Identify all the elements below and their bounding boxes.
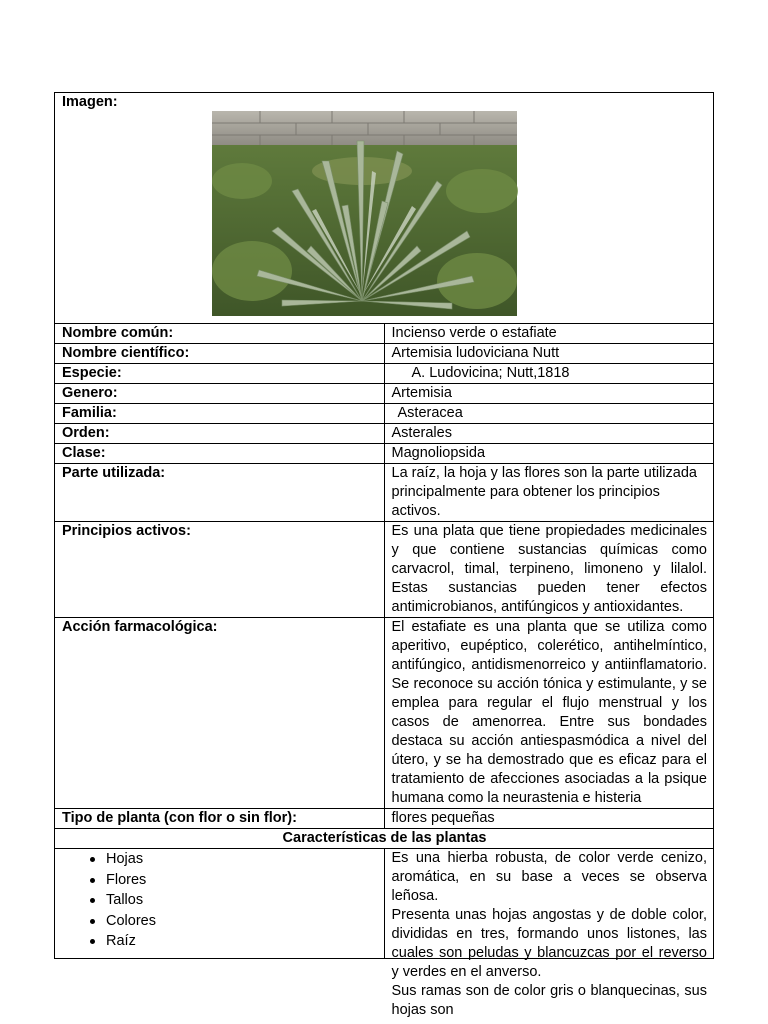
species-value: A. Ludovicina; Nutt,1818 [411, 365, 570, 381]
row-label: Acción farmacológica: [55, 618, 385, 809]
image-label: Imagen: [62, 94, 118, 110]
table-row [55, 618, 714, 809]
characteristics-text [391, 849, 708, 1018]
image-row [55, 93, 714, 324]
table-row [55, 464, 714, 522]
table-row [55, 424, 714, 444]
row-value: La raíz, la hoja y las flores son la parte utilizada principalmente para obtener los principios activos. [384, 464, 714, 522]
row-label: Clase: [55, 444, 385, 464]
row-value: El estafiate es una planta que se utiliza como aperitivo, eupéptico, colerético, antihelmíntico, antifúngico, antidismenorreico y antiinflamatorio. Se reconoce su acción tónica y estimulante, y se emplea para regular el flujo menstrual y los casos de amenorrea. Entre sus bondades destaca su acción antiespasmódica a nivel del útero, y se ha demostrado que es eficaz para el tratamiento de afecciones asociadas a la psique humana como la neurastenia e histeria [384, 618, 714, 809]
table-row [55, 364, 714, 384]
row-label: Genero: [55, 384, 385, 404]
list-item: Colores [106, 911, 378, 932]
row-label: Parte utilizada: [55, 464, 385, 522]
characteristic-paragraph: Sus ramas son de color gris o blanquecinas, sus hojas son [391, 983, 707, 1018]
row-value: Es una plata que tiene propiedades medicinales y que contiene sustancias químicas como carvacrol, timal, terpineno, limoneno y lilalol. Estas sustancias pueden tener efectos antimicrobianos, antifúngicos y antioxidantes. [384, 522, 714, 618]
feature-list [62, 849, 378, 952]
list-item: Tallos [106, 890, 378, 911]
table-row [55, 384, 714, 404]
list-item: Flores [106, 870, 378, 891]
row-label: Nombre común: [55, 324, 385, 344]
plant-info-table [54, 92, 714, 1018]
plant-illustration [212, 111, 517, 316]
characteristic-paragraph: Es una hierba robusta, de color verde cenizo, aromática, en su base a veces se observa leñosa. [391, 850, 707, 904]
row-value: Artemisia [384, 384, 714, 404]
plant-photo [212, 111, 517, 316]
table-row [55, 809, 714, 829]
section-title: Características de las plantas [55, 829, 714, 849]
row-label: Tipo de planta (con flor o sin flor): [55, 809, 385, 829]
family-value: Asteracea [397, 405, 463, 421]
row-value: Artemisia ludoviciana Nutt [384, 344, 714, 364]
characteristics-cell [384, 849, 714, 1018]
row-value [384, 404, 714, 424]
row-label: Especie: [55, 364, 385, 384]
characteristic-paragraph: Presenta unas hojas angostas y de doble color, divididas en tres, formando unos listones, las cuales son peludas y blancuzcas por el reverso y verdes en el anverso. [391, 907, 707, 980]
table-row [55, 522, 714, 618]
list-item: Raíz [106, 931, 378, 952]
table-row [55, 344, 714, 364]
row-value: Asterales [384, 424, 714, 444]
table-row [55, 849, 714, 959]
section-row [55, 829, 714, 849]
row-label: Principios activos: [55, 522, 385, 618]
row-label: Nombre científico: [55, 344, 385, 364]
row-value: flores pequeñas [384, 809, 714, 829]
image-cell [55, 93, 714, 324]
row-value [384, 364, 714, 384]
row-value: Magnoliopsida [384, 444, 714, 464]
features-cell [55, 849, 385, 959]
row-value: Incienso verde o estafiate [384, 324, 714, 344]
list-item: Hojas [106, 849, 378, 870]
row-label: Familia: [55, 404, 385, 424]
table-row [55, 324, 714, 344]
row-label: Orden: [55, 424, 385, 444]
table-row [55, 444, 714, 464]
table-row [55, 404, 714, 424]
